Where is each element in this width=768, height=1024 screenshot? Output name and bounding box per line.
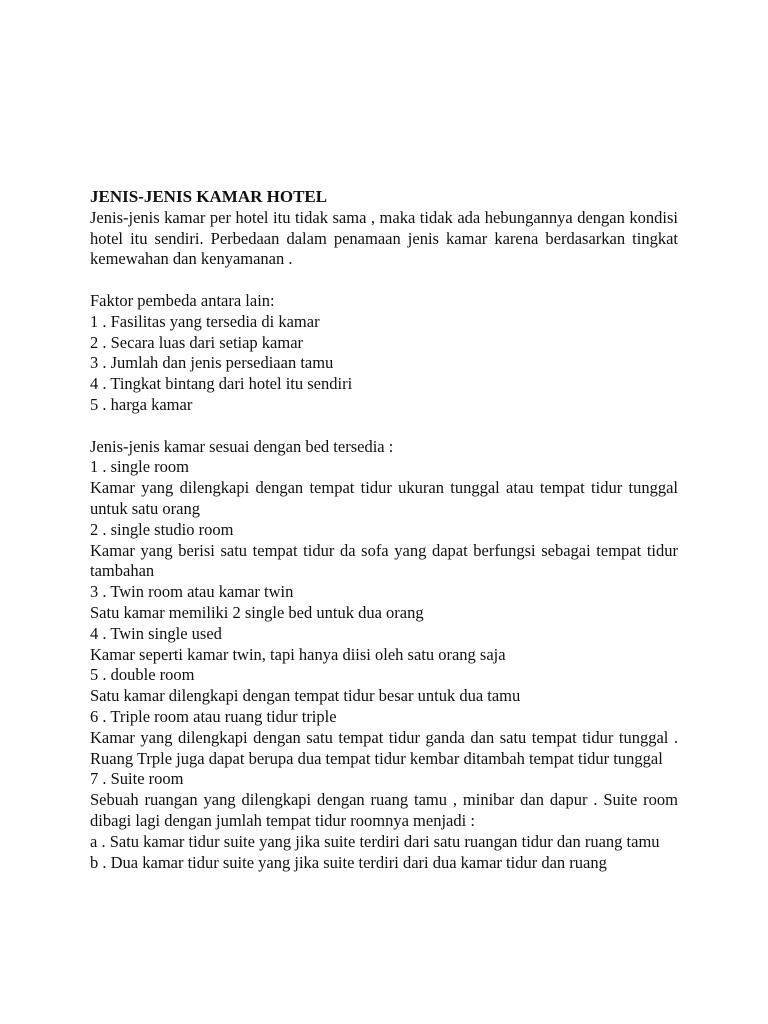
intro-paragraph: Jenis-jenis kamar per hotel itu tidak sama , maka tidak ada hebungannya dengan kondisi hotel itu sendiri. Perbedaan dalam penamaan jenis kamar karena berdasarkan tingkat kemewahan dan kenyamanan . xyxy=(90,207,678,269)
room-type-name: 5 . double room xyxy=(90,665,195,685)
suite-subtype: a . Satu kamar tidur suite yang jika suite terdiri dari satu ruangan tidur dan ruang tamu xyxy=(90,831,660,851)
blank-line xyxy=(90,270,678,291)
document-title: JENIS-JENIS KAMAR HOTEL xyxy=(90,187,328,206)
blank-line xyxy=(90,416,678,437)
room-type-description: Kamar yang dilengkapi dengan tempat tidur ukuran tunggal atau tempat tidur tunggal untuk satu orang xyxy=(90,478,678,518)
suite-subtype: b . Dua kamar tidur suite yang jika suite terdiri dari dua kamar tidur dan ruang xyxy=(90,852,607,872)
room-type-description: Sebuah ruangan yang dilengkapi dengan ruang tamu , minibar dan dapur . Suite room dibagi lagi dengan jumlah tempat tidur roomnya menjadi : xyxy=(90,790,678,830)
factor-item: 3 . Jumlah dan jenis persediaan tamu xyxy=(90,353,334,373)
room-type-name: 3 . Twin room atau kamar twin xyxy=(90,582,294,602)
factors-heading: Faktor pembeda antara lain: xyxy=(90,290,275,310)
room-type-name: 4 . Twin single used xyxy=(90,623,222,643)
room-type-name: 1 . single room xyxy=(90,457,189,477)
factor-item: 4 . Tingkat bintang dari hotel itu sendiri xyxy=(90,374,353,394)
factor-item: 2 . Secara luas dari setiap kamar xyxy=(90,332,304,352)
room-type-description: Kamar seperti kamar twin, tapi hanya diisi oleh satu orang saja xyxy=(90,644,506,664)
room-type-description: Kamar yang dilengkapi dengan satu tempat tidur ganda dan satu tempat tidur tunggal . Ruang Trple juga dapat berupa dua tempat tidur kembar ditambah tempat tidur tunggal xyxy=(90,727,678,768)
room-types-heading: Jenis-jenis kamar sesuai dengan bed tersedia : xyxy=(90,436,394,456)
room-type-description: Satu kamar memiliki 2 single bed untuk dua orang xyxy=(90,602,424,622)
room-type-description: Satu kamar dilengkapi dengan tempat tidur besar untuk dua tamu xyxy=(90,686,521,706)
document-page xyxy=(90,187,678,873)
room-type-name: 7 . Suite room xyxy=(90,769,184,789)
factor-item: 5 . harga kamar xyxy=(90,394,193,414)
factor-item: 1 . Fasilitas yang tersedia di kamar xyxy=(90,311,320,331)
room-type-name: 6 . Triple room atau ruang tidur triple xyxy=(90,706,337,726)
room-type-name: 2 . single studio room xyxy=(90,519,234,539)
room-type-description: Kamar yang berisi satu tempat tidur da sofa yang dapat berfungsi sebagai tempat tidur tambahan xyxy=(90,540,678,581)
